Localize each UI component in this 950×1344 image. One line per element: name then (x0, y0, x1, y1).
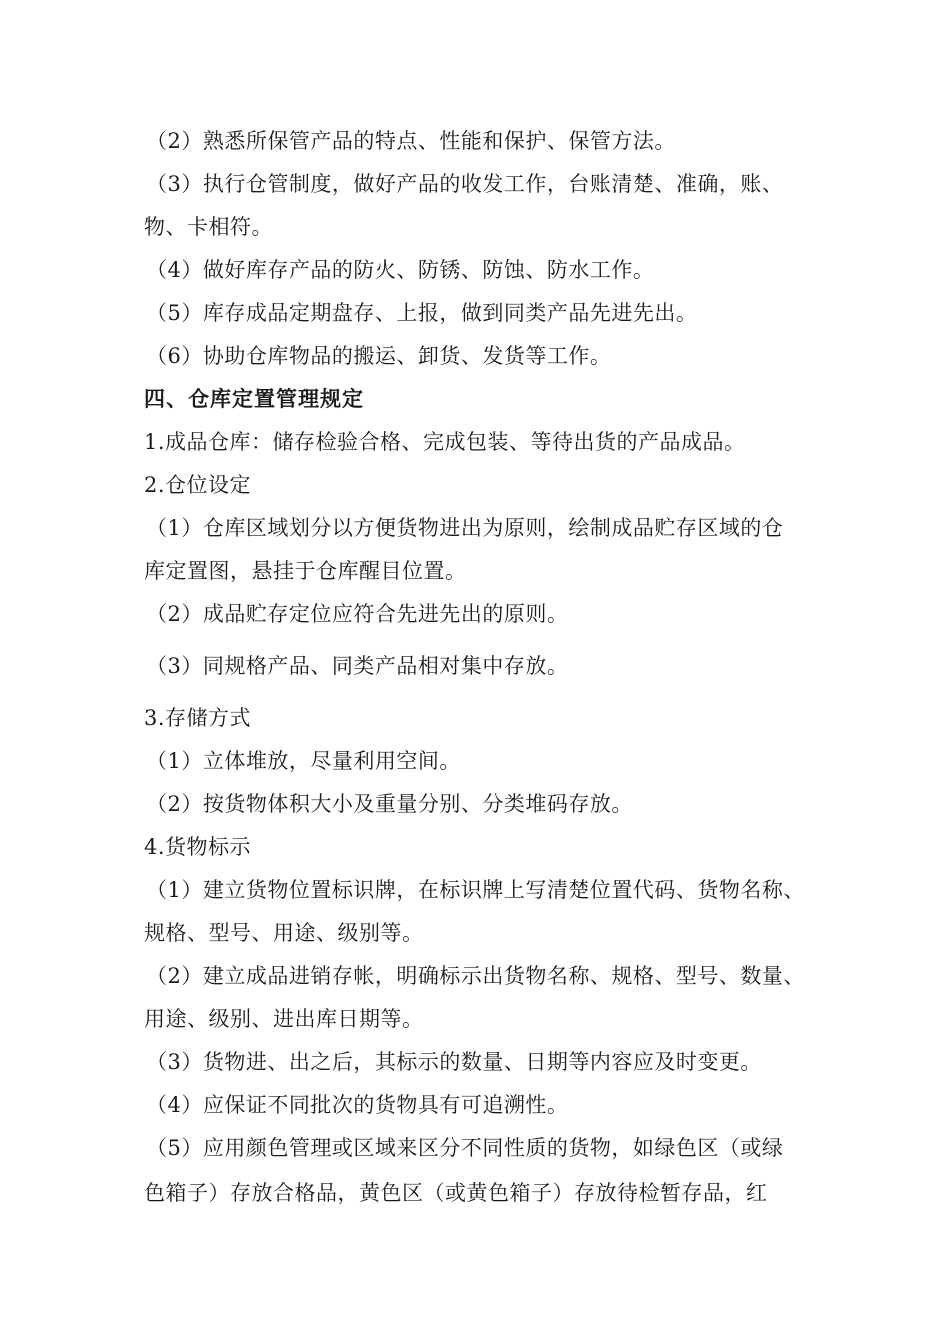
text-line-4-4-1-cont: 规格、型号、用途、级别等。 (144, 921, 424, 945)
text-line-4-4-2: （2）建立成品进销存帐，明确标示出货物名称、规格、型号、数量、 (146, 964, 805, 988)
text-line-4-1: 1.成品仓库：储存检验合格、完成包装、等待出货的产品成品。 (144, 430, 746, 454)
text-line-4-2-2: （2）成品贮存定位应符合先进先出的原则。 (146, 602, 569, 626)
text-line-2-2: （3）执行仓管制度，做好产品的收发工作，台账清楚、准确，账、 (146, 172, 784, 196)
text-line-4-4-5-cont: 色箱子）存放合格品，黄色区（或黄色箱子）存放待检暂存品，红 (144, 1181, 768, 1205)
text-line-4-4-3: （3）货物进、出之后，其标示的数量、日期等内容应及时变更。 (146, 1050, 762, 1074)
text-line-4-2-1-cont: 库定置图，悬挂于仓库醒目位置。 (144, 559, 467, 583)
subheading-4-3: 3.存储方式 (144, 706, 252, 730)
text-line-2-5: （6）协助仓库物品的搬运、卸货、发货等工作。 (146, 344, 612, 368)
text-line-2-4: （5）库存成品定期盘存、上报，做到同类产品先进先出。 (146, 301, 698, 325)
text-line-2-3: （4）做好库存产品的防火、防锈、防蚀、防水工作。 (146, 258, 655, 282)
subheading-4-4: 4.货物标示 (144, 835, 252, 859)
text-line-4-4-5: （5）应用颜色管理或区域来区分不同性质的货物，如绿色区（或绿 (146, 1136, 784, 1160)
text-line-4-4-4: （4）应保证不同批次的货物具有可追溯性。 (146, 1093, 569, 1117)
text-line-4-2-1: （1）仓库区域划分以方便货物进出为原则，绘制成品贮存区域的仓 (146, 516, 784, 540)
text-line-4-3-2: （2）按货物体积大小及重量分别、分类堆码存放。 (146, 792, 633, 816)
text-line-4-2-3: （3）同规格产品、同类产品相对集中存放。 (146, 654, 569, 678)
text-line-4-4-2-cont: 用途、级别、进出库日期等。 (144, 1007, 424, 1031)
section-heading-4: 四、仓库定置管理规定 (144, 387, 364, 411)
text-line-4-3-1: （1）立体堆放，尽量利用空间。 (146, 749, 461, 773)
text-line-2-2-cont: 物、卡相符。 (144, 215, 273, 239)
text-line-2-1: （2）熟悉所保管产品的特点、性能和保护、保管方法。 (146, 129, 676, 153)
subheading-4-2: 2.仓位设定 (144, 473, 252, 497)
text-line-4-4-1: （1）建立货物位置标识牌，在标识牌上写清楚位置代码、货物名称、 (146, 878, 805, 902)
